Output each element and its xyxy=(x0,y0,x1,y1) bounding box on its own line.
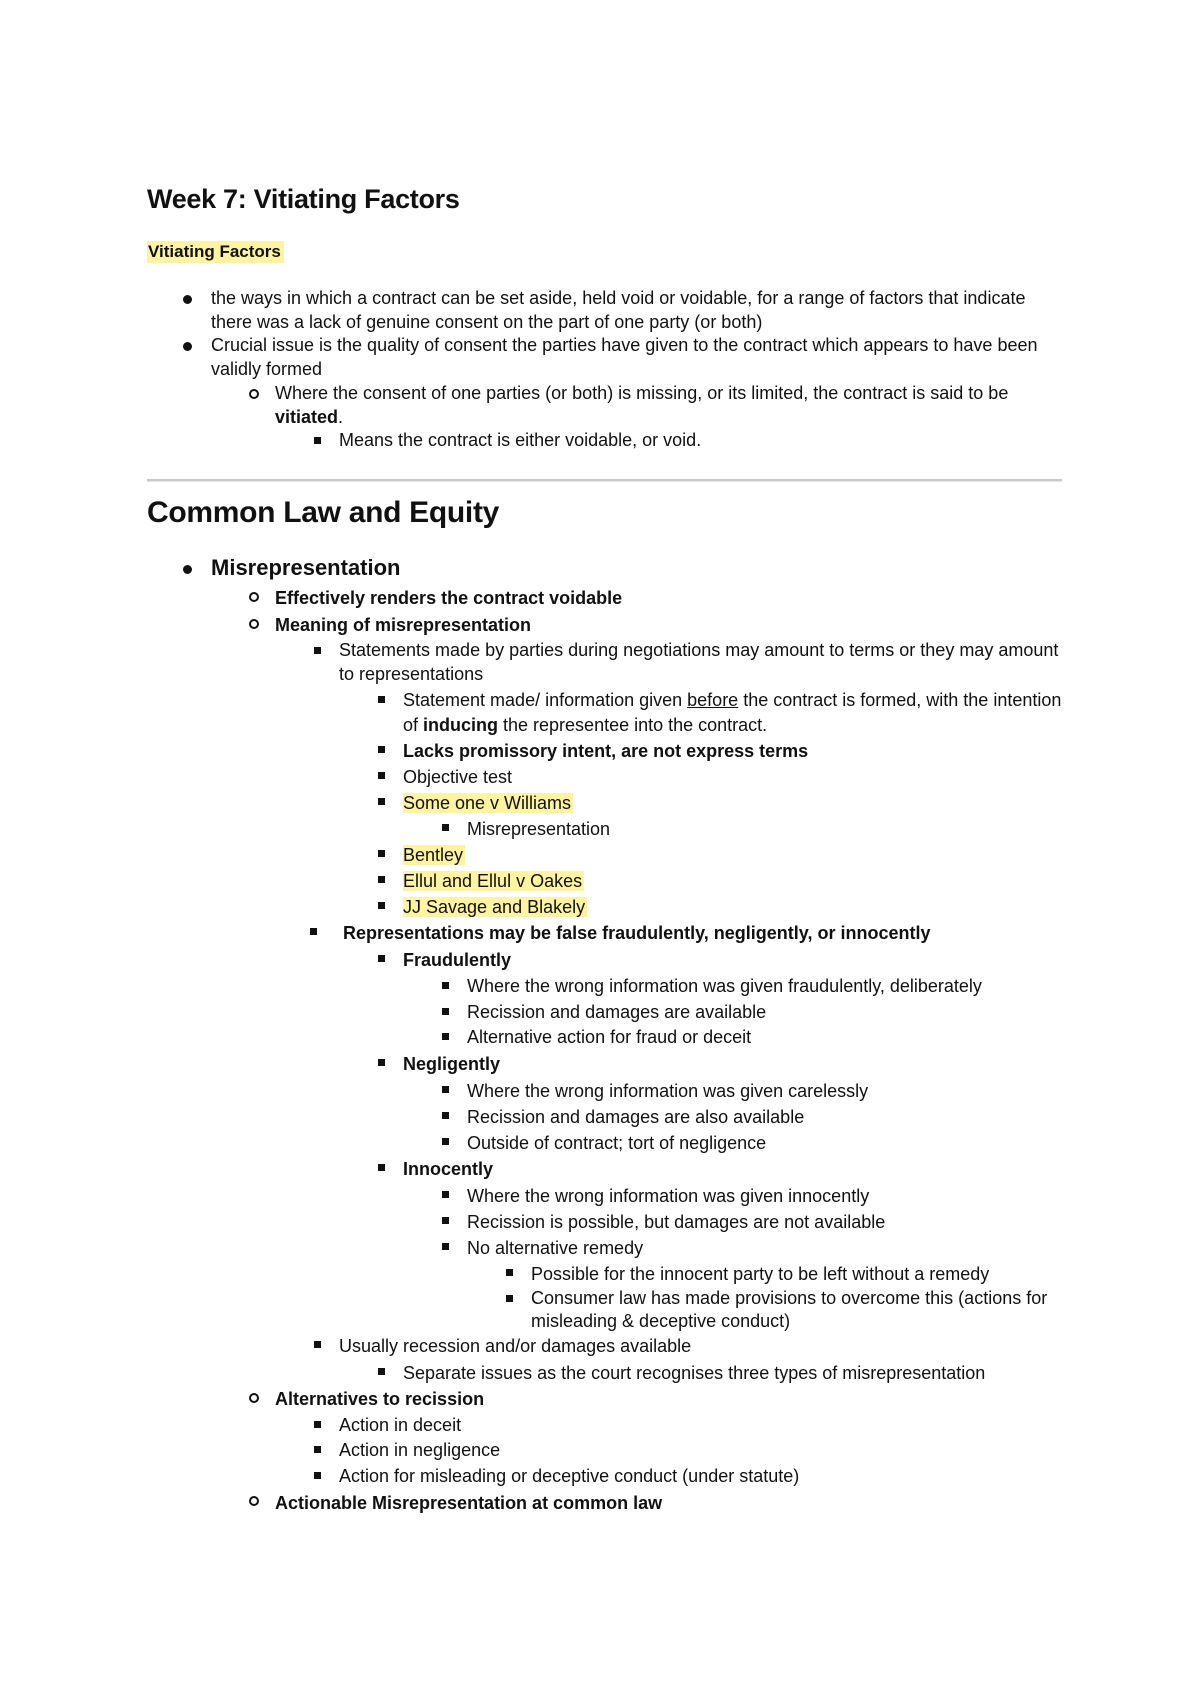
list-item xyxy=(467,1104,1062,1130)
list-item-text: Outside of contract; tort of negligence xyxy=(467,1132,767,1153)
list-item xyxy=(339,920,1062,1333)
bullet-square-icon xyxy=(442,824,449,831)
bullet-square-icon xyxy=(378,746,385,753)
highlighted-case: Some one v Williams xyxy=(403,793,572,814)
highlighted-case: Bentley xyxy=(403,845,464,866)
bullet-square-icon xyxy=(442,1138,449,1145)
bullet-square-icon xyxy=(314,1341,321,1348)
bullet-disc-icon xyxy=(183,342,192,351)
list-item-text: Effectively renders the contract voidable xyxy=(275,588,623,608)
list-item-text: Objective test xyxy=(403,767,513,788)
list-item-text: the contract is formed, with the intention of xyxy=(403,690,1062,736)
document-page xyxy=(147,0,1062,1698)
underlined-term: before xyxy=(687,690,739,711)
bold-term: vitiated xyxy=(275,406,339,427)
list-item xyxy=(211,553,1062,1517)
list-item-text: Meaning of misrepresentation xyxy=(275,615,532,635)
list-item-text: Fraudulently xyxy=(403,950,512,971)
list-item xyxy=(339,1413,1062,1439)
list-item xyxy=(467,1130,1062,1156)
list-item-text: Crucial issue is the quality of consent the parties have given to the contract which appears to have been validly formed xyxy=(211,335,1038,380)
list-item xyxy=(403,1360,1062,1386)
list-item xyxy=(403,738,1062,764)
bullet-square-icon xyxy=(378,772,385,779)
list-item-text: Innocently xyxy=(403,1158,494,1179)
bullet-disc-icon xyxy=(183,565,192,574)
list-item-text: Action in deceit xyxy=(339,1414,462,1435)
list-item xyxy=(467,1235,1062,1333)
bullet-circle-icon xyxy=(249,592,259,602)
bullet-square-icon xyxy=(442,982,449,989)
list-item xyxy=(403,764,1062,790)
list-item xyxy=(467,1025,1062,1051)
horizontal-divider xyxy=(147,479,1062,482)
bullet-square-icon xyxy=(506,1269,513,1276)
list-item xyxy=(275,612,1062,1386)
list-item xyxy=(467,974,1062,1000)
list-item-text: Where the consent of one parties (or both) is missing, or its limited, the contract is said to be xyxy=(275,382,1009,403)
highlighted-case: Ellul and Ellul v Oakes xyxy=(403,871,583,892)
list-item xyxy=(403,1051,1062,1156)
list-item xyxy=(339,1333,1062,1386)
list-item-text: Possible for the innocent party to be left without a remedy xyxy=(531,1263,990,1284)
list-item-text: Alternatives to recission xyxy=(275,1388,485,1409)
list-item-text: Actionable Misrepresentation at common law xyxy=(275,1493,663,1514)
list-item xyxy=(403,1156,1062,1333)
list-item xyxy=(403,947,1062,1051)
bullet-square-icon xyxy=(442,1112,449,1119)
list-item-text: Action for misleading or deceptive conduct (under statute) xyxy=(339,1465,800,1486)
list-item-text: the ways in which a contract can be set aside, held void or voidable, for a range of factors that indicate there was a lack of genuine consent on the part of one party (or both) xyxy=(211,288,1026,332)
list-item-text: Lacks promissory intent, are not express terms xyxy=(403,741,809,762)
list-item-text: Where the wrong information was given fraudulently, deliberately xyxy=(467,976,982,997)
section-heading: Common Law and Equity xyxy=(147,496,500,529)
bullet-square-icon xyxy=(442,1217,449,1224)
bullet-circle-icon xyxy=(249,1393,259,1403)
list-item-text: Where the wrong information was given innocently xyxy=(467,1185,870,1206)
highlighted-case: JJ Savage and Blakely xyxy=(403,897,586,918)
bullet-square-icon xyxy=(378,798,385,805)
list-item-text: Alternative action for fraud or deceit xyxy=(467,1027,752,1048)
bold-term: inducing xyxy=(423,715,499,736)
list-item-text: . xyxy=(338,406,344,427)
list-item-text: Usually recession and/or damages available xyxy=(339,1335,692,1356)
list-item-text: Representations may be false fraudulently, negligently, or innocently xyxy=(343,923,931,944)
bullet-square-icon xyxy=(378,902,385,909)
bullet-disc-icon xyxy=(183,295,192,304)
bullet-square-icon xyxy=(378,850,385,857)
list-item-text: Misrepresentation xyxy=(211,555,401,580)
bullet-square-icon xyxy=(378,1059,385,1066)
list-item-text: Where the wrong information was given carelessly xyxy=(467,1080,869,1101)
list-item xyxy=(339,1438,1062,1464)
list-item-text: the representee into the contract. xyxy=(498,715,768,736)
list-item-text: Action in negligence xyxy=(339,1440,501,1461)
list-item-text: Statements made by parties during negotiations may amount to terms or they may amount to representations xyxy=(339,640,1059,684)
list-item xyxy=(275,1489,1062,1517)
list-item xyxy=(467,1183,1062,1209)
bullet-square-icon xyxy=(378,876,385,883)
list-item-text: No alternative remedy xyxy=(467,1237,644,1258)
bullet-square-icon xyxy=(378,696,385,703)
list-item-text: Separate issues as the court recognises three types of misrepresentation xyxy=(403,1362,986,1383)
list-item xyxy=(339,639,1062,920)
bullet-circle-icon xyxy=(249,389,259,399)
list-item-text: Misrepresentation xyxy=(467,819,611,840)
list-item xyxy=(275,585,1062,612)
bullet-square-icon xyxy=(314,1446,321,1453)
bullet-square-icon xyxy=(506,1295,513,1302)
bullet-square-icon xyxy=(378,1368,385,1375)
list-item xyxy=(211,287,1062,334)
list-item xyxy=(531,1261,1062,1287)
bullet-square-icon xyxy=(442,1008,449,1015)
bullet-circle-icon xyxy=(249,619,259,629)
list-item-text: Negligently xyxy=(403,1053,501,1074)
list-item-text: Consumer law has made provisions to overcome this (actions for misleading & deceptive conduct) xyxy=(531,1287,1048,1331)
list-item xyxy=(403,790,1062,842)
list-item xyxy=(275,1386,1062,1490)
list-item-text: Recission and damages are available xyxy=(467,1001,767,1022)
list-item xyxy=(275,382,1062,453)
bullet-square-icon xyxy=(314,437,321,444)
bullet-square-icon xyxy=(378,1164,385,1171)
list-item-text: Recission and damages are also available xyxy=(467,1106,805,1127)
list-item xyxy=(403,894,1062,920)
list-item xyxy=(339,429,1062,453)
list-item xyxy=(403,868,1062,894)
intro-list-block xyxy=(211,287,1062,453)
highlighted-subheading: Vitiating Factors xyxy=(147,241,284,263)
bullet-square-icon xyxy=(378,955,385,962)
bullet-square-icon xyxy=(310,928,317,935)
list-item xyxy=(403,842,1062,868)
list-item-text: Recission is possible, but damages are not available xyxy=(467,1211,886,1232)
bullet-square-icon xyxy=(442,1191,449,1198)
list-item xyxy=(467,1078,1062,1104)
bullet-square-icon xyxy=(442,1033,449,1040)
bullet-square-icon xyxy=(314,1472,321,1479)
list-item-text: Means the contract is either voidable, or void. xyxy=(339,430,702,451)
list-item xyxy=(403,688,1062,738)
bullet-square-icon xyxy=(442,1243,449,1250)
misrep-list xyxy=(211,553,1062,1517)
list-item-text: Statement made/ information given xyxy=(403,690,688,711)
intro-list xyxy=(211,287,1062,453)
bullet-square-icon xyxy=(442,1086,449,1093)
bullet-circle-icon xyxy=(249,1496,259,1506)
list-item xyxy=(467,816,1062,842)
list-item xyxy=(211,334,1062,453)
bullet-square-icon xyxy=(314,647,321,654)
page-title: Week 7: Vitiating Factors xyxy=(147,184,460,214)
bullet-square-icon xyxy=(314,1421,321,1428)
list-item xyxy=(531,1287,1062,1333)
list-item xyxy=(467,1209,1062,1235)
list-item xyxy=(339,1464,1062,1490)
list-item xyxy=(467,1000,1062,1026)
misrep-list-block xyxy=(211,553,1062,1517)
